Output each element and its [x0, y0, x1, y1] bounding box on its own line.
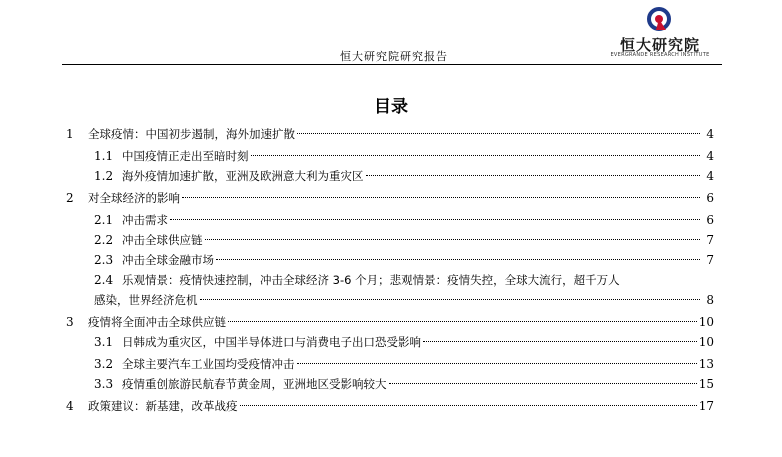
toc-entry-label: 冲击全球供应链: [122, 233, 203, 247]
toc-entry-label: 乐观情景：疫情快速控制，冲击全球经济 3-6 个月；悲观情景：疫情失控，全球大流行，超千万人: [122, 273, 620, 287]
toc-entry[interactable]: [94, 230, 714, 250]
toc-entry-number: 2.1: [94, 213, 114, 227]
toc-leader-dots: [170, 219, 700, 220]
evergrande-logo: [600, 0, 720, 62]
toc-entry-label: 日韩成为重灾区，中国半导体进口与消费电子出口恐受影响: [122, 335, 421, 349]
toc-entry[interactable]: [66, 188, 714, 208]
toc-entry[interactable]: [94, 332, 714, 352]
toc-leader-dots: [389, 383, 697, 384]
toc-entry-number: 1.2: [94, 169, 114, 183]
toc-entry-page: 7: [706, 233, 714, 247]
toc-entry-page: 4: [706, 169, 714, 183]
toc-leader-dots: [366, 175, 701, 176]
toc-entry-number: 1.1: [94, 149, 114, 163]
toc-leader-dots: [205, 239, 701, 240]
toc-entry-page: 8: [706, 293, 714, 307]
toc-leader-dots: [297, 363, 697, 364]
toc-leader-dots: [216, 259, 700, 260]
toc-entry-number: 4: [66, 399, 74, 413]
toc-entry-label: 冲击全球金融市场: [122, 253, 214, 267]
toc-title: 目录: [374, 97, 408, 117]
toc-entry[interactable]: [94, 290, 714, 310]
toc-entry-label: 疫情将全面冲击全球供应链: [88, 315, 226, 329]
toc-entry-page: 13: [698, 357, 714, 371]
evergrande-logo-icon: [644, 6, 674, 36]
toc-leader-dots: [240, 405, 697, 406]
toc-entry[interactable]: [66, 124, 714, 144]
toc-entry-page: 6: [706, 191, 714, 205]
toc-leader-dots: [423, 341, 697, 342]
toc-leader-dots: [200, 299, 701, 300]
toc-entry-page: 4: [706, 127, 714, 141]
toc-entry-page: 4: [706, 149, 714, 163]
toc-entry-label: 全球疫情：中国初步遏制，海外加速扩散: [88, 127, 295, 141]
report-header-title: 恒大研究院研究报告: [340, 50, 448, 63]
toc-entry-page: 17: [698, 399, 714, 413]
toc-entry-page: 15: [698, 377, 714, 391]
toc-leader-dots: [251, 155, 701, 156]
toc-entry-label: 政策建议：新基建，改革战疫: [88, 399, 238, 413]
toc-entry-number: 2.2: [94, 233, 114, 247]
toc-entry-page: 6: [706, 213, 714, 227]
toc-entry-label: 疫情重创旅游民航春节黄金周，亚洲地区受影响较大: [122, 377, 387, 391]
toc-entry-number: 3.3: [94, 377, 114, 391]
report-header: [0, 0, 782, 66]
toc-leader-dots: [228, 321, 697, 322]
toc-entry-number: 3.2: [94, 357, 114, 371]
logo-name: 恒大研究院: [619, 36, 700, 54]
toc-entry-page: 7: [706, 253, 714, 267]
toc-entry-label: 冲击需求: [122, 213, 168, 227]
toc-entry-number: 3: [66, 315, 74, 329]
toc-entry-number: 2.3: [94, 253, 114, 267]
logo-subtitle: EVERGRANDE RESEARCH INSTITUTE: [610, 52, 710, 58]
header-divider: [62, 64, 722, 65]
toc-entry-page: 10: [698, 315, 714, 329]
toc-entry[interactable]: [66, 396, 714, 416]
toc-entry-label-continued: 感染，世界经济危机: [94, 293, 198, 307]
toc-entry[interactable]: [94, 374, 714, 394]
toc-entry-number: 1: [66, 127, 74, 141]
toc-entry-label: 海外疫情加速扩散，亚洲及欧洲意大利为重灾区: [122, 169, 364, 183]
toc-entry[interactable]: [94, 166, 714, 186]
toc-entry[interactable]: [94, 146, 714, 166]
toc-entry-first-line[interactable]: [94, 270, 620, 290]
toc-leader-dots: [182, 197, 700, 198]
toc-leader-dots: [297, 133, 700, 134]
toc-entry[interactable]: [94, 210, 714, 230]
toc-entry-number: 2.4: [94, 273, 114, 287]
toc-entry-label: 全球主要汽车工业国均受疫情冲击: [122, 357, 295, 371]
toc-entry-number: 2: [66, 191, 74, 205]
toc-entry[interactable]: [94, 250, 714, 270]
toc-entry[interactable]: [94, 354, 714, 374]
toc-entry[interactable]: [66, 312, 714, 332]
toc-entry-number: 3.1: [94, 335, 114, 349]
toc-entry-page: 10: [698, 335, 714, 349]
toc-entry-label: 中国疫情正走出至暗时刻: [122, 149, 249, 163]
toc-entry-label: 对全球经济的影响: [88, 191, 180, 205]
